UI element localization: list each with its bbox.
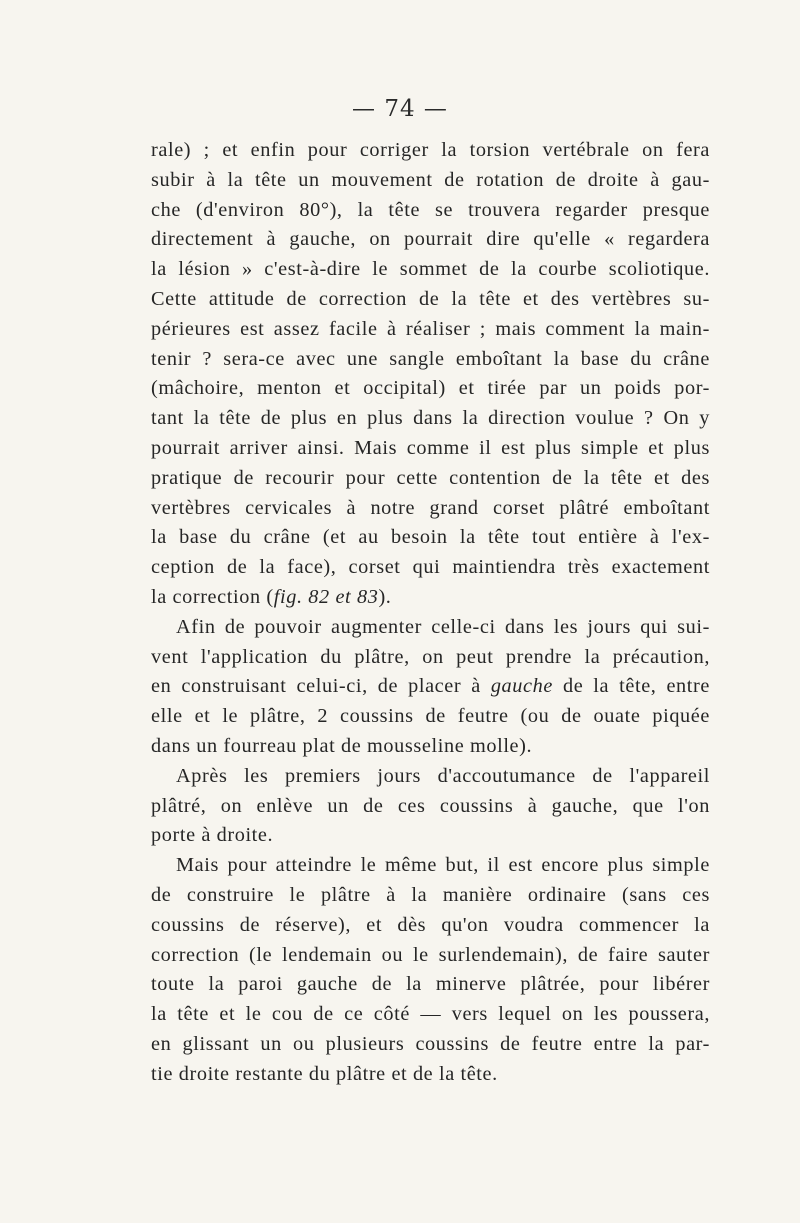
text-line: pourrait arriver ainsi. Mais comme il est plus simple et plus <box>151 436 710 459</box>
text-line: la tête et le cou de ce côté — vers lequel on les poussera, <box>151 1003 710 1026</box>
text-line: Après les premiers jours d'accoutumance de l'appareil <box>176 764 710 787</box>
paragraph-1 <box>151 136 710 613</box>
text-line: plâtré, on enlève un de ces coussins à gauche, que l'on <box>151 794 710 817</box>
text-line: subir à la tête un mouvement de rotation de droite à gau- <box>151 168 710 191</box>
text-line <box>151 672 710 702</box>
text-line: ception de la face), corset qui maintiendra très exactement <box>151 556 710 579</box>
text-fragment: de la tête, entre <box>552 675 710 698</box>
text-line: porte à droite. <box>151 824 274 847</box>
text-line: directement à gauche, on pourrait dire qu'elle « regardera <box>151 228 710 251</box>
paragraph-4 <box>151 851 710 1089</box>
text-line: vent l'application du plâtre, on peut prendre la précaution, <box>151 645 710 668</box>
page-number: — 74 — <box>352 96 448 122</box>
text-line: vertèbres cervicales à notre grand corset plâtré emboîtant <box>151 496 710 519</box>
text-line: (mâchoire, menton et occipital) et tirée par un poids por- <box>151 377 710 400</box>
text-line: dans un fourreau plat de mousseline molle). <box>151 734 533 757</box>
text-line: coussins de réserve), et dès qu'on voudra commencer la <box>151 913 710 936</box>
paragraph-2 <box>151 613 710 762</box>
emphasis-text: gauche <box>490 675 553 698</box>
text-line: pratique de recourir pour cette contention de la tête et des <box>151 466 710 489</box>
text-line: Cette attitude de correction de la tête et des vertèbres su- <box>151 287 710 310</box>
text-line: périeures est assez facile à réaliser ; mais comment la main- <box>151 317 710 340</box>
text-line: tie droite restante du plâtre et de la tête. <box>151 1062 498 1085</box>
text-line: toute la paroi gauche de la minerve plâtrée, pour libérer <box>151 973 710 996</box>
text-fragment: ). <box>378 585 392 608</box>
paragraph-3 <box>151 762 710 851</box>
text-line: tenir ? sera-ce avec une sangle emboîtant la base du crâne <box>151 347 710 370</box>
text-line: en glissant un ou plusieurs coussins de feutre entre la par- <box>151 1032 710 1055</box>
text-line: la lésion » c'est-à-dire le sommet de la courbe scoliotique. <box>151 258 710 281</box>
text-line: Afin de pouvoir augmenter celle-ci dans les jours qui sui- <box>176 615 710 638</box>
text-line: correction (le lendemain ou le surlendemain), de faire sauter <box>151 943 710 966</box>
text-line: rale) ; et enfin pour corriger la torsion vertébrale on fera <box>151 139 710 161</box>
text-fragment: la correction ( <box>151 585 274 608</box>
text-line: Mais pour atteindre le même but, il est encore plus simple <box>176 854 710 877</box>
text-line: tant la tête de plus en plus dans la direction voulue ? On y <box>151 407 710 430</box>
text-line: la base du crâne (et au besoin la tête tout entière à l'ex- <box>151 526 710 549</box>
text-line: elle et le plâtre, 2 coussins de feutre (ou de ouate piquée <box>151 705 710 728</box>
figure-reference: fig. 82 et 83 <box>273 585 379 608</box>
text-line: de construire le plâtre à la manière ordinaire (sans ces <box>151 883 710 906</box>
text-line: che (d'environ 80°), la tête se trouvera regarder presque <box>151 198 710 221</box>
text-fragment: en construisant celui-ci, de placer à <box>151 675 491 698</box>
text-line <box>151 583 710 613</box>
body-text <box>151 136 710 1090</box>
